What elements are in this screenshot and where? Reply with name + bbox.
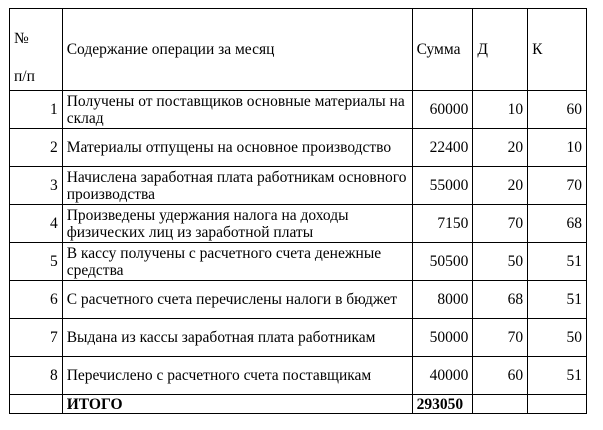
table-row: [10, 357, 587, 395]
row-sum: 8000: [412, 281, 473, 319]
total-sum: 293050: [412, 395, 473, 414]
total-row: [10, 395, 587, 414]
header-sum: Сумма: [412, 9, 473, 91]
row-number: 1: [10, 91, 63, 129]
row-credit: 51: [528, 281, 587, 319]
row-description: Получены от поставщиков основные материалы на склад: [62, 91, 412, 129]
row-number: 8: [10, 357, 63, 395]
table-header-row: [10, 9, 587, 91]
row-credit: 50: [528, 319, 587, 357]
row-sum: 40000: [412, 357, 473, 395]
total-label: ИТОГО: [62, 395, 412, 414]
row-debit: 50: [473, 243, 528, 281]
row-number: 7: [10, 319, 63, 357]
row-credit: 60: [528, 91, 587, 129]
table-row: [10, 167, 587, 205]
row-description: С расчетного счета перечислены налоги в бюджет: [62, 281, 412, 319]
table-row: [10, 243, 587, 281]
header-credit: К: [528, 9, 587, 91]
row-description: Материалы отпущены на основное производство: [62, 129, 412, 167]
row-number: 6: [10, 281, 63, 319]
header-debit: Д: [473, 9, 528, 91]
row-description: Произведены удержания налога на доходы физических лиц из заработной платы: [62, 205, 412, 243]
header-number-symbol: №: [14, 30, 29, 47]
row-debit: 20: [473, 129, 528, 167]
row-description: В кассу получены с расчетного счета денежные средства: [62, 243, 412, 281]
total-debit-cell: [473, 395, 528, 414]
total-credit-cell: [528, 395, 587, 414]
row-number: 3: [10, 167, 63, 205]
row-sum: 55000: [412, 167, 473, 205]
row-sum: 7150: [412, 205, 473, 243]
row-debit: 20: [473, 167, 528, 205]
row-sum: 50000: [412, 319, 473, 357]
header-number-abbr: п/п: [14, 68, 35, 85]
header-number: [10, 9, 63, 91]
table-row: [10, 129, 587, 167]
row-debit: 70: [473, 319, 528, 357]
row-number: 2: [10, 129, 63, 167]
row-sum: 50500: [412, 243, 473, 281]
row-credit: 70: [528, 167, 587, 205]
table-row: [10, 281, 587, 319]
row-description: Перечислено с расчетного счета поставщикам: [62, 357, 412, 395]
row-sum: 22400: [412, 129, 473, 167]
row-debit: 70: [473, 205, 528, 243]
row-sum: 60000: [412, 91, 473, 129]
row-number: 4: [10, 205, 63, 243]
row-credit: 51: [528, 357, 587, 395]
row-credit: 68: [528, 205, 587, 243]
row-credit: 51: [528, 243, 587, 281]
row-debit: 60: [473, 357, 528, 395]
row-debit: 10: [473, 91, 528, 129]
row-credit: 10: [528, 129, 587, 167]
row-description: Выдана из кассы заработная плата работникам: [62, 319, 412, 357]
row-number: 5: [10, 243, 63, 281]
header-content: Содержание операции за месяц: [62, 9, 412, 91]
table-row: [10, 319, 587, 357]
operations-table: [9, 8, 587, 414]
table-row: [10, 205, 587, 243]
table-row: [10, 91, 587, 129]
row-description: Начислена заработная плата работникам основного производства: [62, 167, 412, 205]
row-debit: 68: [473, 281, 528, 319]
total-number-cell: [10, 395, 63, 414]
